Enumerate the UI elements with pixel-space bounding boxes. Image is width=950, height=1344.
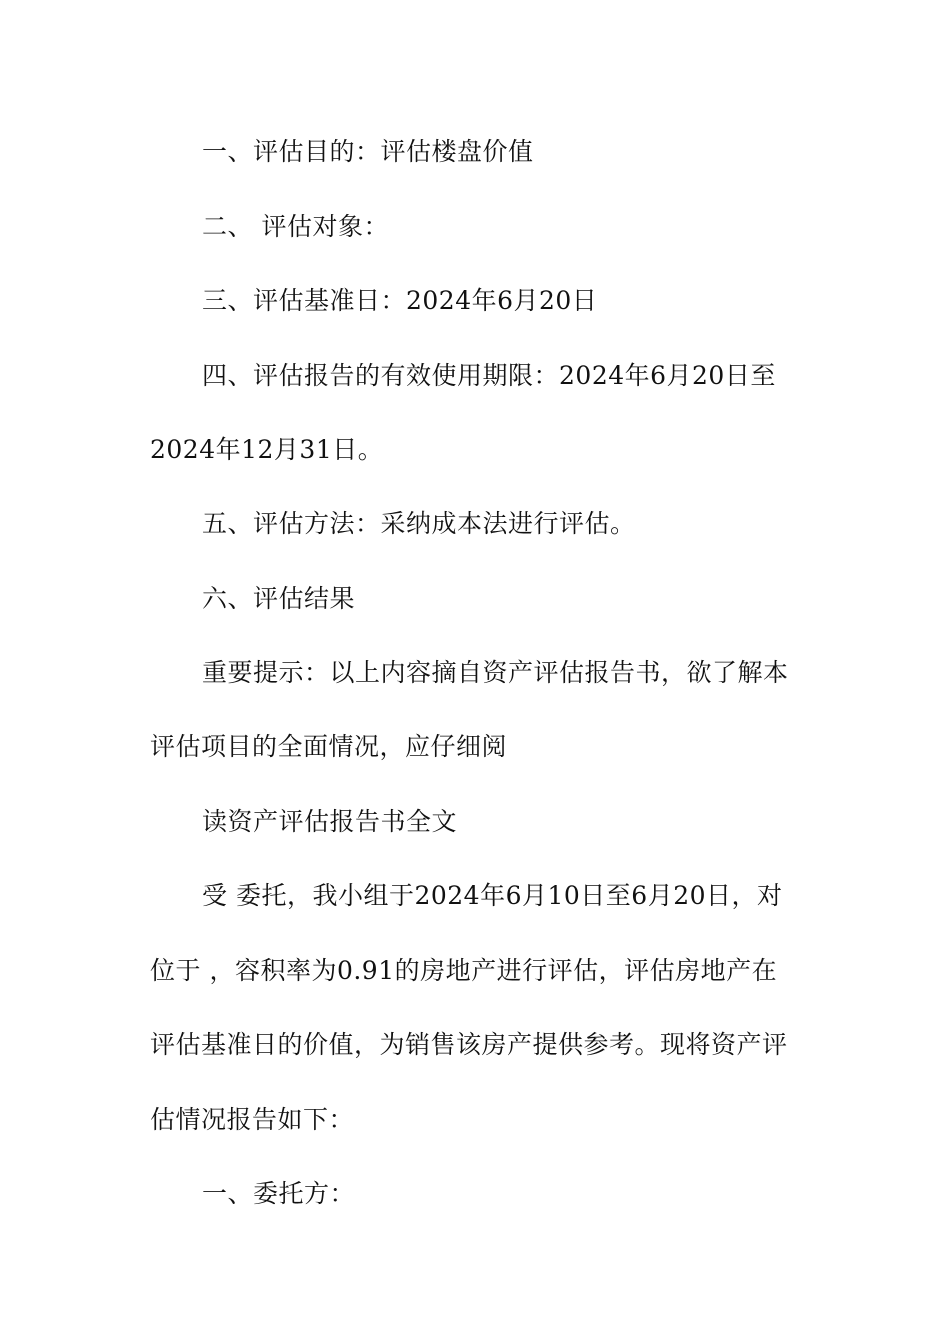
- notice-line-2: 评估项目的全面情况，应仔细阅: [150, 732, 508, 761]
- body-line-1: 受 委托，我小组于2024年6月10日至6月20日，对: [202, 881, 783, 910]
- notice-line-3: 读资产评估报告书全文: [202, 807, 458, 836]
- section-purpose: 一、评估目的：评估楼盘价值: [202, 137, 534, 166]
- section-client: 一、委托方：: [202, 1179, 356, 1208]
- section-result: 六、评估结果: [202, 584, 356, 613]
- section-method: 五、评估方法：采纳成本法进行评估。: [202, 509, 636, 538]
- body-line-3: 评估基准日的价值，为销售该房产提供参考。现将资产评: [150, 1030, 788, 1059]
- section-validity-cont: 2024年12月31日。: [150, 435, 384, 464]
- section-base-date: 三、评估基准日：2024年6月20日: [202, 286, 598, 315]
- section-validity: 四、评估报告的有效使用期限：2024年6月20日至: [202, 361, 776, 390]
- body-line-4: 估情况报告如下：: [150, 1105, 355, 1134]
- notice-line-1: 重要提示：以上内容摘自资产评估报告书，欲了解本: [202, 658, 789, 687]
- section-object: 二、 评估对象：: [202, 212, 389, 241]
- body-line-2: 位于 ，容积率为0.91的房地产进行评估，评估房地产在: [150, 956, 778, 985]
